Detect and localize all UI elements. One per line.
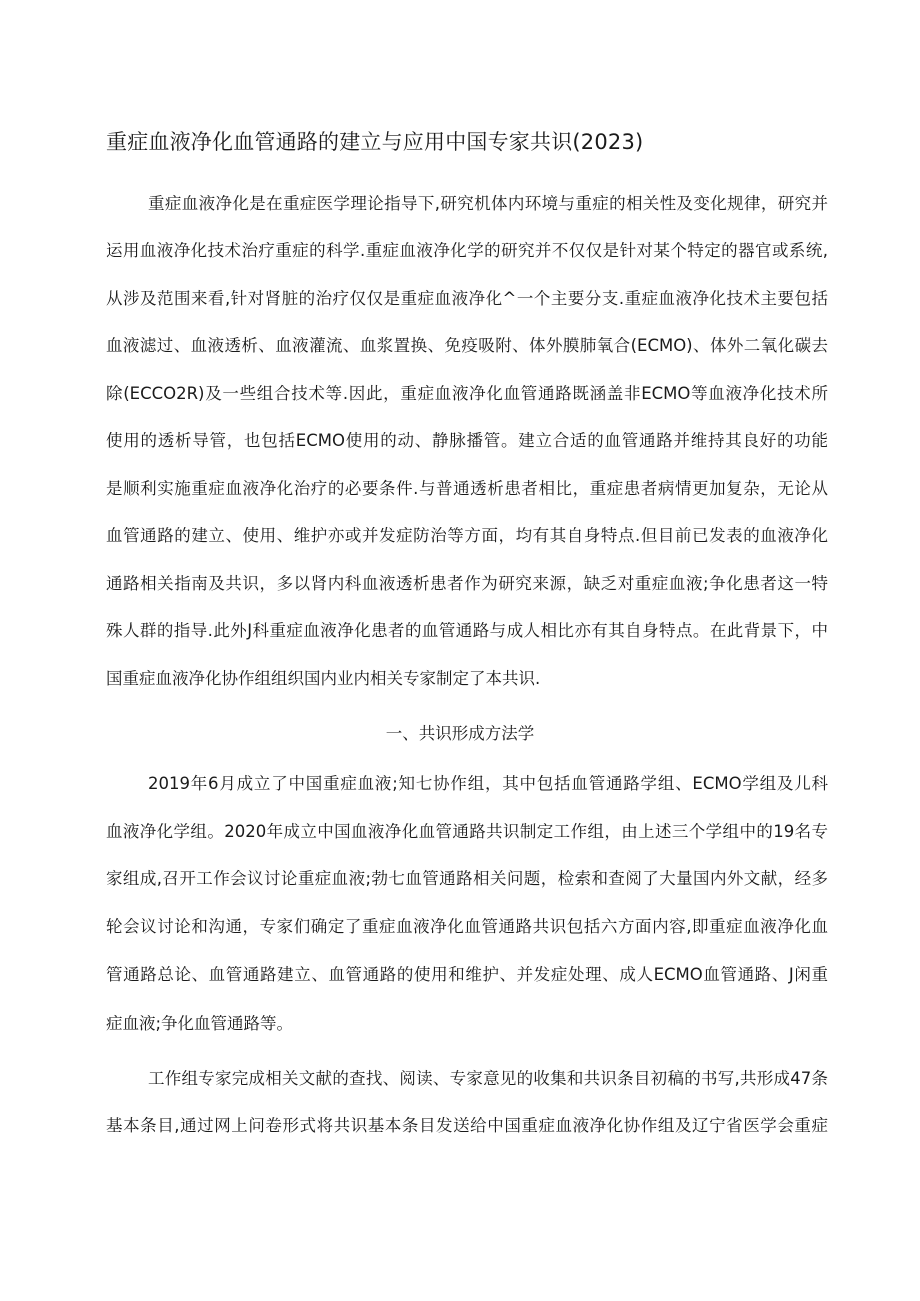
paragraph-line: 通路相关指南及共识，多以肾内科血液透析患者作为研究来源，缺乏对重症血液;争化患者这一特 (106, 574, 828, 593)
paragraph-line: 使用的透析导管，也包括ECMO使用的动、静脉播管。建立合适的血管通路并维持其良好的功能 (106, 431, 828, 450)
paragraph-line: 管通路总论、血管通路建立、血管通路的使用和维护、并发症处理、成人ECMO血管通路、J闲重 (106, 965, 828, 984)
document-title: 重症血液净化血管通路的建立与应用中国专家共识(2023) (106, 130, 644, 154)
paragraph-line: 重症血液净化是在重症医学理论指导下,研究机体内环境与重症的相关性及变化规律，研究并 (148, 194, 828, 213)
paragraph-line: 除(ECCO2R)及一些组合技术等.因此，重症血液净化血管通路既涵盖非ECMO等血液净化技术所 (106, 384, 828, 403)
paragraph-line: 是顺利实施重症血液净化治疗的必要条件.与普通透析患者相比，重症患者病情更加复杂，无论从 (106, 479, 828, 498)
paragraph-line: 血管通路的建立、使用、维护亦或并发症防治等方面，均有其自身特点.但目前已发表的血液净化 (106, 526, 828, 545)
paragraph-line: 血液滤过、血液透析、血液灌流、血浆置换、免疫吸附、体外膜肺氧合(ECMO)、体外二氧化碳去 (106, 336, 828, 355)
paragraph-line: 运用血液净化技术治疗重症的科学.重症血液净化学的研究并不仅仅是针对某个特定的器官或系统, (106, 241, 828, 260)
paragraph-line: 症血液;争化血管通路等。 (106, 1014, 294, 1033)
paragraph-line: 血液净化学组。2020年成立中国血液净化血管通路共识制定工作组，由上述三个学组中的19名专 (106, 822, 828, 841)
paragraph-line: 基本条目,通过网上问卷形式将共识基本条目发送给中国重症血液净化协作组及辽宁省医学会重症 (106, 1116, 828, 1135)
paragraph-line: 工作组专家完成相关文献的查找、阅读、专家意见的收集和共识条目初稿的书写,共形成47条 (148, 1069, 828, 1088)
paragraph-line: 轮会议讨论和沟通，专家们确定了重症血液净化血管通路共识包括六方面内容,即重症血液净化血 (106, 917, 828, 936)
paragraph-line: 从涉及范围来看,针对肾脏的治疗仅仅是重症血液净化^一个主要分支.重症血液净化技术主要包括 (106, 289, 828, 308)
paragraph-line: 殊人群的指导.此外J科重症血液净化患者的血管通路与成人相比亦有其自身特点。在此背景下，中 (106, 621, 828, 640)
paragraph-line: 家组成,召开工作会议讨论重症血液;勃七血管通路相关问题，检索和查阅了大量国内外文献，经多 (106, 869, 828, 888)
section-heading: 一、共识形成方法学 (385, 724, 535, 743)
paragraph-line: 国重症血液净化协作组组织国内业内相关专家制定了本共识. (106, 669, 541, 688)
paragraph-line: 2019年6月成立了中国重症血液;知七协作组，其中包括血管通路学组、ECMO学组及儿科 (148, 774, 828, 793)
